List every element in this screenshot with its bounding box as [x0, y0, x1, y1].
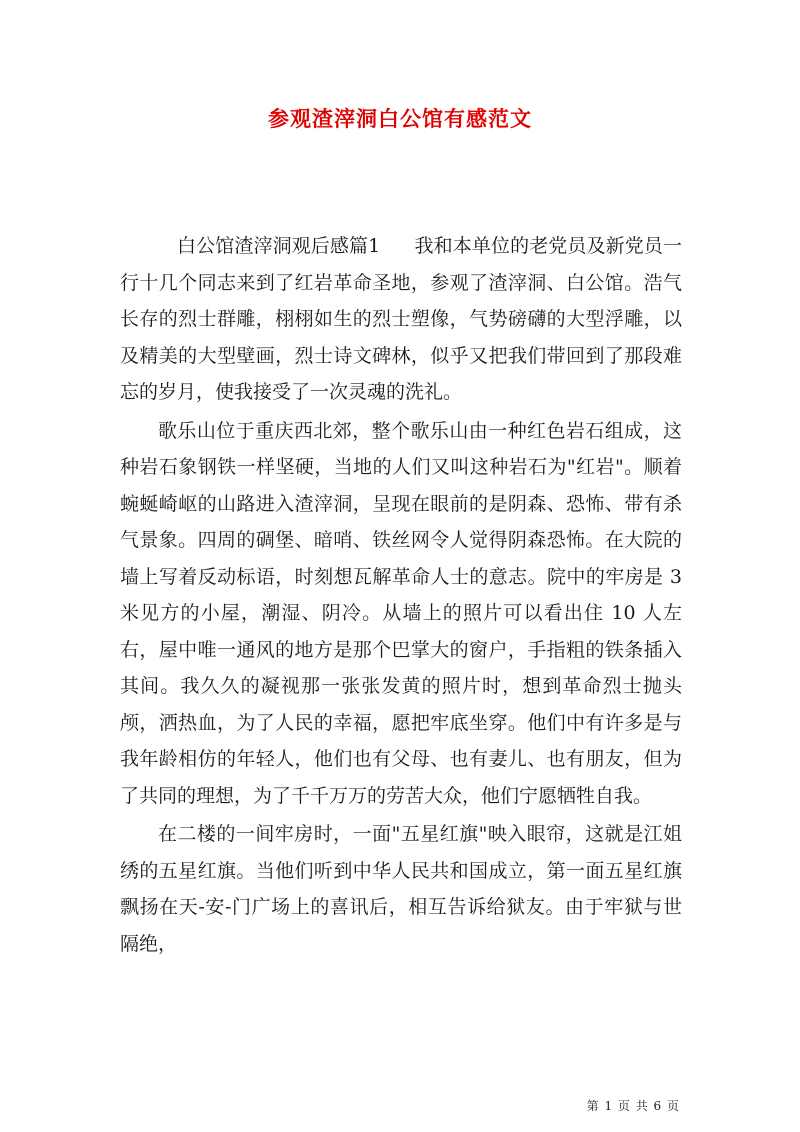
section-heading: 白公馆渣滓洞观后感篇1 [177, 235, 381, 257]
paragraph-1-text: 我和本单位的老党员及新党员一行十几个同志来到了红岩革命圣地，参观了渣滓洞、白公馆。浩气长存的烈士群雕，栩栩如生的烈士塑像，气势磅礴的大型浮雕，以及精美的大型壁画，烈士诗文碑林，似乎又把我们带回到了那段难忘的岁月，使我接受了一次灵魂的洗礼。 [120, 235, 682, 403]
paragraph-1 [120, 228, 682, 411]
document-title: 参观渣滓洞白公馆有感范文 [268, 106, 532, 131]
paragraph-3: 在二楼的一间牢房时，一面"五星红旗"映入眼帘，这就是江姐绣的五星红旗。当他们听到中华人民共和国成立，第一面五星红旗飘扬在天-安-门广场上的喜讯后，相互告诉给狱友。由于牢狱与世隔绝， [120, 823, 682, 955]
paragraph-2: 歌乐山位于重庆西北郊，整个歌乐山由一种红色岩石组成，这种岩石象钢铁一样坚硬，当地的人们又叫这种岩石为"红岩"。顺着蜿蜒崎岖的山路进入渣滓洞，呈现在眼前的是阴森、恐怖、带有杀气景象。四周的碉堡、暗哨、铁丝网令人觉得阴森恐怖。在大院的墙上写着反动标语，时刻想瓦解革命人士的意志。院中的牢房是 3 米见方的小屋，潮湿、阴冷。从墙上的照片可以看出住 10 人左右，屋中唯一通风的地方是那个巴掌大的窗户，手指粗的铁条插入其间。我久久的凝视那一张张发黄的照片时，想到革命烈士抛头颅，洒热血，为了人民的幸福，愿把牢底坐穿。他们中有许多是与我年龄相仿的年轻人，他们也有父母、也有妻儿、也有朋友，但为了共同的理想，为了千千万万的劳苦大众，他们宁愿牺牲自我。 [120, 419, 682, 807]
page-number-footer: 第 1 页 共 6 页 [586, 1099, 680, 1113]
document-body [120, 228, 682, 964]
